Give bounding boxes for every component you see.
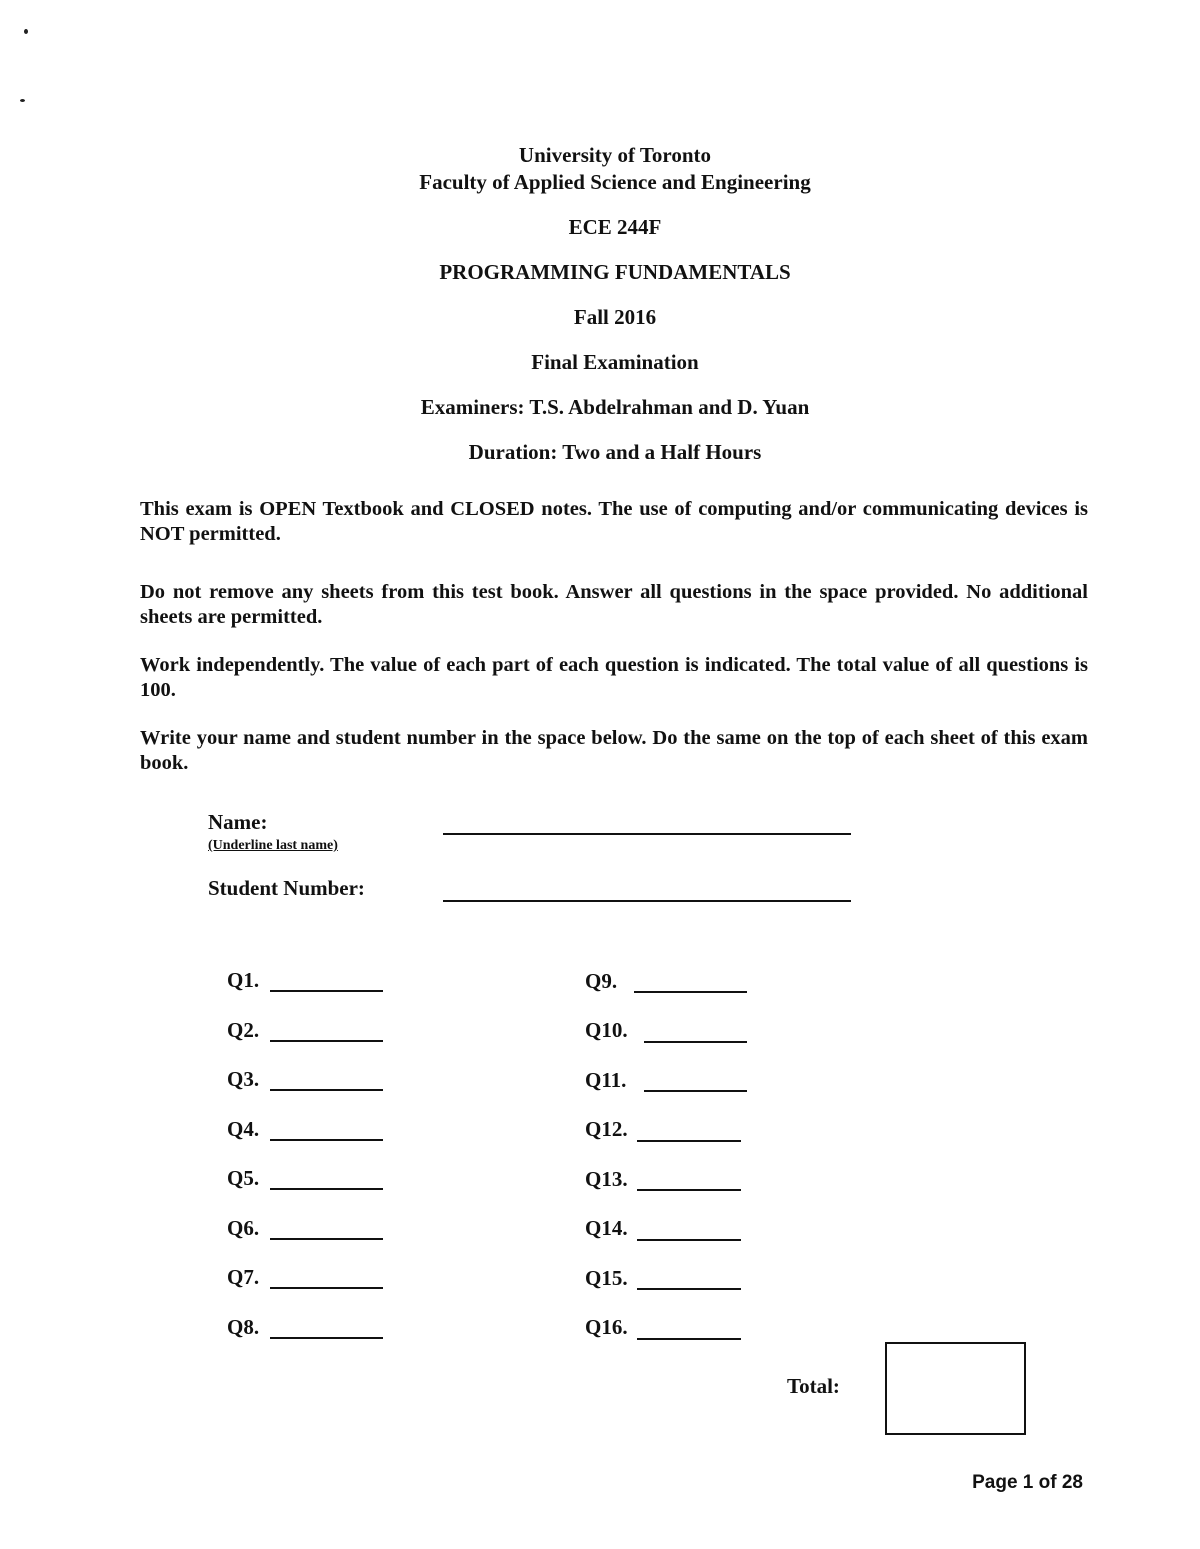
question-label: Q6. <box>227 1216 260 1240</box>
exam-type: Final Examination <box>531 350 699 374</box>
question-score-field[interactable] <box>270 1238 383 1240</box>
instruction-paragraph: This exam is OPEN Textbook and CLOSED notes. The use of computing and/or communicating devices is NOT permitted. <box>140 498 1088 545</box>
question-score-field[interactable] <box>637 1239 741 1241</box>
question-score-field[interactable] <box>270 1040 383 1042</box>
question-label: Q1. <box>227 968 260 992</box>
question-score-field[interactable] <box>637 1338 741 1340</box>
student-number-field[interactable] <box>443 900 851 902</box>
question-score-field[interactable] <box>270 1089 383 1091</box>
question-score-field[interactable] <box>270 1188 383 1190</box>
exam-term: Fall 2016 <box>573 305 657 329</box>
question-score-field[interactable] <box>644 1090 747 1092</box>
question-score-field[interactable] <box>270 1287 383 1289</box>
question-label: Q9. <box>585 969 618 993</box>
total-score-box[interactable] <box>885 1342 1026 1435</box>
question-label: Q11. <box>585 1068 627 1092</box>
question-label: Q13. <box>585 1167 628 1191</box>
question-label: Q10. <box>585 1018 628 1042</box>
question-label: Q16. <box>585 1315 628 1339</box>
question-score-field[interactable] <box>637 1288 741 1290</box>
scan-speck <box>20 99 25 102</box>
course-name: PROGRAMMING FUNDAMENTALS <box>439 260 791 284</box>
question-score-field[interactable] <box>634 991 747 993</box>
question-score-field[interactable] <box>270 1337 383 1339</box>
question-label: Q14. <box>585 1216 628 1240</box>
university-name: University of Toronto <box>518 143 712 167</box>
question-label: Q5. <box>227 1166 260 1190</box>
instruction-paragraph: Write your name and student number in the space below. Do the same on the top of each sheet of this exam book. <box>140 727 1088 774</box>
student-number-label: Student Number: <box>208 876 365 900</box>
question-label: Q3. <box>227 1067 260 1091</box>
page-number: Page 1 of 28 <box>972 1472 1083 1493</box>
exam-header <box>0 142 1200 466</box>
question-score-field[interactable] <box>637 1140 741 1142</box>
question-score-field[interactable] <box>270 990 383 992</box>
total-label: Total: <box>787 1374 840 1398</box>
examiners: Examiners: T.S. Abdelrahman and D. Yuan <box>420 395 810 419</box>
question-label: Q12. <box>585 1117 628 1141</box>
question-score-field[interactable] <box>270 1139 383 1141</box>
course-code: ECE 244F <box>568 215 662 239</box>
question-label: Q4. <box>227 1117 260 1141</box>
name-label: Name: <box>208 810 268 834</box>
question-score-field[interactable] <box>637 1189 741 1191</box>
faculty-name: Faculty of Applied Science and Engineering <box>419 170 811 194</box>
scan-speck <box>24 29 28 34</box>
question-label: Q15. <box>585 1266 628 1290</box>
exam-duration: Duration: Two and a Half Hours <box>468 440 762 464</box>
name-hint: (Underline last name) <box>208 838 338 853</box>
instruction-paragraph: Work independently. The value of each part of each question is indicated. The total value of all questions is 100. <box>140 654 1088 701</box>
question-label: Q2. <box>227 1018 260 1042</box>
instruction-paragraph: Do not remove any sheets from this test book. Answer all questions in the space provided. No additional sheets are permitted. <box>140 581 1088 628</box>
question-score-field[interactable] <box>644 1041 747 1043</box>
question-label: Q8. <box>227 1315 260 1339</box>
question-label: Q7. <box>227 1265 260 1289</box>
name-field[interactable] <box>443 833 851 835</box>
